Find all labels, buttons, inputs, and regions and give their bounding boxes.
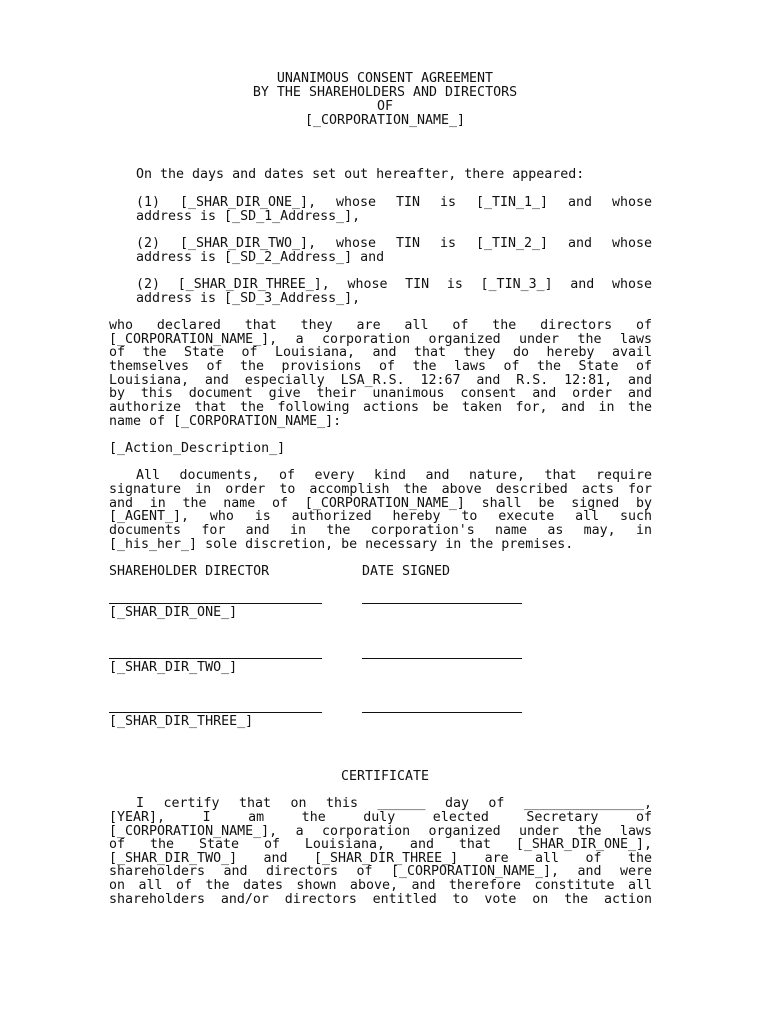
date-line-2 bbox=[362, 658, 522, 659]
signature-line-3 bbox=[109, 712, 322, 713]
party-1-line-2: address is [_SD_1_Address_], bbox=[136, 209, 361, 224]
certificate-line-1: I certify that on this ______ day of _______________, bbox=[136, 796, 652, 811]
declaration-line-1: who declared that they are all of the directors of bbox=[109, 318, 652, 333]
party-1-line-1: (1) [_SHAR_DIR_ONE_], whose TIN is [_TIN_1_] and whose bbox=[136, 195, 652, 210]
certificate-line-3: [_CORPORATION_NAME_], a corporation organized under the laws bbox=[109, 824, 652, 839]
declaration-line-2: [_CORPORATION_NAME_], a corporation organized under the laws bbox=[109, 332, 652, 347]
certificate-line-6: shareholders and directors of [_CORPORATION_NAME_], and were bbox=[109, 864, 652, 879]
shareholder-director-header: SHAREHOLDER DIRECTOR bbox=[109, 564, 270, 579]
signer-1-name: [_SHAR_DIR_ONE_] bbox=[109, 605, 238, 620]
party-2-line-2: address is [_SD_2_Address_] and bbox=[136, 250, 385, 265]
declaration-line-5: Louisiana, and especially LSA_R.S. 12:67 and R.S. 12:81, and bbox=[109, 373, 652, 388]
declaration-line-8: name of [_CORPORATION_NAME_]: bbox=[109, 414, 342, 429]
intro-text: On the days and dates set out hereafter, there appeared: bbox=[136, 167, 585, 182]
title-line-3: OF bbox=[376, 99, 393, 114]
certificate-line-2: [YEAR], I am the duly elected Secretary of bbox=[109, 810, 652, 825]
certificate-line-4: of the State of Louisiana, and that [_SHAR_DIR_ONE_], bbox=[109, 837, 652, 852]
documents-line-2: signature in order to accomplish the above described acts for bbox=[109, 482, 652, 497]
documents-line-1: All documents, of every kind and nature, that require bbox=[136, 468, 652, 483]
signature-line-2 bbox=[109, 658, 322, 659]
signer-3-name: [_SHAR_DIR_THREE_] bbox=[109, 714, 254, 729]
party-3-line-1: (2) [_SHAR_DIR_THREE_], whose TIN is [_TIN_3_] and whose bbox=[136, 277, 652, 292]
documents-line-4: [_AGENT_], who is authorized hereby to execute all such bbox=[109, 509, 652, 524]
documents-line-6: [_his_her_] sole discretion, be necessary in the premises. bbox=[109, 537, 574, 552]
title-line-2: BY THE SHAREHOLDERS AND DIRECTORS bbox=[252, 85, 518, 100]
party-3-line-2: address is [_SD_3_Address_], bbox=[136, 291, 361, 306]
signature-line-1 bbox=[109, 603, 322, 604]
date-line-3 bbox=[362, 712, 522, 713]
title-line-1: UNANIMOUS CONSENT AGREEMENT bbox=[276, 71, 494, 86]
certificate-line-8: shareholders and/or directors entitled to vote on the action bbox=[109, 892, 652, 907]
declaration-line-7: authorize that the following actions be taken for, and in the bbox=[109, 400, 652, 415]
documents-line-5: documents for and in the corporation's name as may, in bbox=[109, 523, 652, 538]
certificate-line-7: on all of the dates shown above, and therefore constitute all bbox=[109, 878, 652, 893]
declaration-line-4: themselves of the provisions of the laws of the State of bbox=[109, 359, 652, 374]
title-line-4: [_CORPORATION_NAME_] bbox=[304, 113, 466, 128]
documents-line-3: and in the name of [_CORPORATION_NAME_] shall be signed by bbox=[109, 496, 652, 511]
action-description: [_Action_Description_] bbox=[109, 441, 286, 456]
signer-2-name: [_SHAR_DIR_TWO_] bbox=[109, 660, 238, 675]
certificate-heading: CERTIFICATE bbox=[340, 769, 430, 784]
certificate-line-5: [_SHAR_DIR_TWO_] and [_SHAR_DIR_THREE_] are all of the bbox=[109, 851, 652, 866]
declaration-line-3: of the State of Louisiana, and that they do hereby avail bbox=[109, 345, 652, 360]
declaration-line-6: by this document give their unanimous consent and order and bbox=[109, 386, 652, 401]
date-line-1 bbox=[362, 603, 522, 604]
party-2-line-1: (2) [_SHAR_DIR_TWO_], whose TIN is [_TIN_2_] and whose bbox=[136, 236, 652, 251]
date-signed-header: DATE SIGNED bbox=[362, 564, 451, 579]
